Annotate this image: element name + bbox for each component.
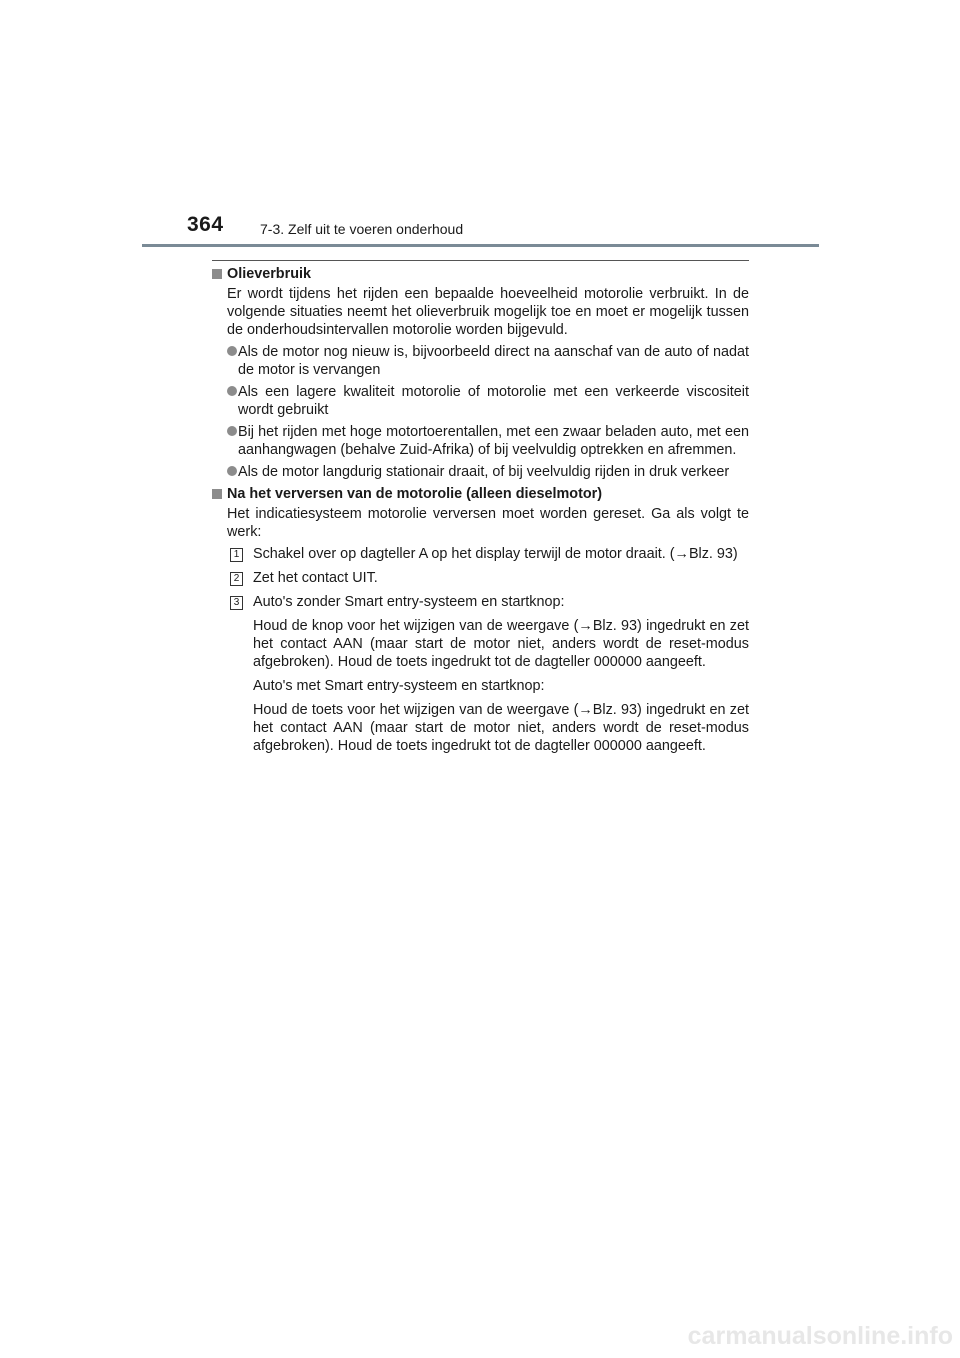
header-rule xyxy=(142,244,819,247)
circle-bullet-icon xyxy=(227,346,237,356)
list-item: Als de motor nog nieuw is, bijvoorbeeld direct na aanschaf van de auto of nadat de motor is vervangen xyxy=(227,343,749,379)
watermark-text: carmanualsonline.info xyxy=(687,1322,953,1350)
circle-bullet-icon xyxy=(227,466,237,476)
step-item: 3 Auto's zonder Smart entry-systeem en startknop: xyxy=(227,593,749,611)
reset-heading: Na het verversen van de motorolie (alleen dieselmotor) xyxy=(212,485,749,503)
step-detail: Houd de knop voor het wijzigen van de weergave (→Blz. 93) ingedrukt en zet het contact AAN (maar start de motor niet, anders wordt de reset-modus afgebroken). Houd de toets ingedrukt tot de dagteller 000000 aangeeft. xyxy=(253,618,749,670)
step-number-badge: 3 xyxy=(230,596,243,610)
step-number-badge: 2 xyxy=(230,572,243,586)
circle-bullet-icon xyxy=(227,426,237,436)
watermark-logo xyxy=(603,1317,955,1353)
list-item: Bij het rijden met hoge motortoerentallen, met een zwaar beladen auto, met een aanhangwagen (behalve Zuid-Afrika) of bij veelvuldig optrekken en afremmen. xyxy=(227,423,749,459)
content-rule xyxy=(212,260,749,261)
list-item: Als de motor langdurig stationair draait, of bij veelvuldig rijden in druk verkeer xyxy=(227,463,749,481)
page-number: 364 xyxy=(187,213,224,236)
oil-heading: Olieverbruik xyxy=(212,265,749,283)
list-item: Als een lagere kwaliteit motorolie of motorolie met een verkeerde viscositeit wordt gebruikt xyxy=(227,383,749,419)
step-item: 2 Zet het contact UIT. xyxy=(227,569,749,587)
oil-intro: Er wordt tijdens het rijden een bepaalde hoeveelheid motorolie verbruikt. In de volgende situaties neemt het olieverbruik mogelijk toe en moet er mogelijk tussen de onderhoudsintervallen motorolie worden bijgevuld. xyxy=(227,286,749,338)
square-bullet-icon xyxy=(212,489,222,499)
section-title: 7-3. Zelf uit te voeren onderhoud xyxy=(260,221,464,237)
step-detail: Houd de toets voor het wijzigen van de weergave (→Blz. 93) ingedrukt en zet het contact AAN (maar start de motor niet, anders wordt de reset-modus afgebroken). Houd de toets ingedrukt tot de dagteller 000000 aangeeft. xyxy=(253,702,749,754)
content xyxy=(212,265,749,755)
step-sublabel: Auto's met Smart entry-systeem en startknop: xyxy=(253,678,545,694)
step-number-badge: 1 xyxy=(230,548,243,562)
square-bullet-icon xyxy=(212,269,222,279)
reset-intro: Het indicatiesysteem motorolie verversen moet worden gereset. Ga als volgt te werk: xyxy=(227,506,749,540)
step-item: 1 Schakel over op dagteller A op het display terwijl de motor draait. (→Blz. 93) xyxy=(227,545,749,563)
circle-bullet-icon xyxy=(227,386,237,396)
